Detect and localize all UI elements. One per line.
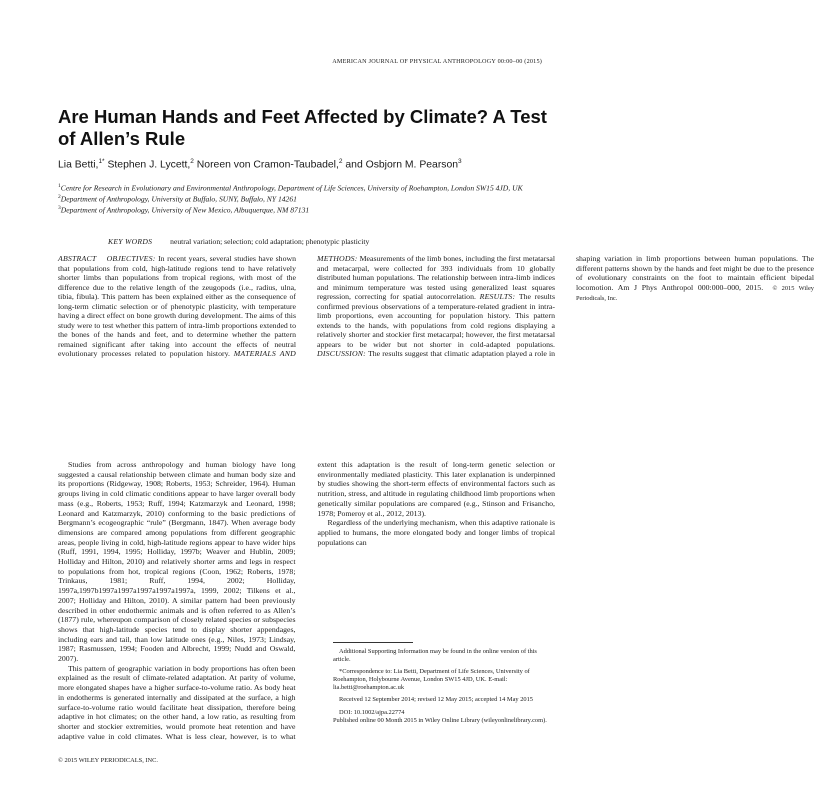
footnote: *Correspondence to: Lia Betti, Department of Life Sciences, University of Roehampton, Holybourne Avenue, London SW15 4JD, UK. E-mail: lia.betti@roehampton.ac.uk xyxy=(333,668,530,692)
affiliation: $^1$Centre for Research in Evolutionary and Environmental Anthropology, Department of Life Sciences, University of Roehampton, London SW15 4JD, UK xyxy=(58,183,523,193)
affiliation: $^2$Department of Anthropology, University at Buffalo, SUNY, Buffalo, NY 14261 xyxy=(58,194,297,204)
footnote-divider xyxy=(333,642,413,643)
body-paragraph: Regardless of the underlying mechanism, when this adaptive rationale is applied to humans, the more elongated body and longer limbs of tropical populations can xyxy=(317,518,555,547)
affiliation: $^3$Department of Anthropology, University of New Mexico, Albuquerque, NM 87131 xyxy=(58,205,310,215)
author-name: Stephen J. Lycett, xyxy=(107,159,191,171)
author-list xyxy=(58,158,548,170)
discussion-heading: DISCUSSION: xyxy=(317,349,366,359)
results-text: The results confirmed previous observations of a temperature-related gradient in intra-limb proportions, even accounting for population history. This pattern extends to the hands, with populations from cold regions displaying a relatively shorter and stockier first metacarpal; however, the first metatarsal appears to be wider but not shorter in cold-adapted populations. xyxy=(317,292,555,349)
affiliations xyxy=(58,182,558,215)
footnotes xyxy=(333,642,555,729)
body-paragraph: Studies from across anthropology and human biology have long suggested a causal relationship between climate and human body size and its proportions (Ridgeway, 1908; Roberts, 1953; Schreider, 1964). Human groups living in cold climatic conditions appear to have larger overall body mass (e.g., Roberts, 1953; Ruff, 1994; Katzmarzyk and Leonard, 1998; Leonard and Katzmarzyk, 2010) conforming to the basic predictions of Bergmann’s ecogeographic “rule” (Bergmann, 1847). When average body dimensions are compared among populations from different geographic areas, people living in cold, high-latitude regions appear to have wider hips (Ruff, 1991, 1994, 1995; Holliday, 1997b; Weaver and Hublin, 2009; Holliday and Hilton, 2010) and relatively shorter arms and legs in respect to populations from hot, tropical regions (Coon, 1962; Roberts, 1978; Trinkaus, 1981; Ruff, 1994, 2002; Holliday, 1997a,1997b1997a1997a1997a1997a1997a, 1999, 2002; Tilkens et al., 2007; Holliday and Hilton, 2010). A similar pattern had been previously described in other endothermic animals and is often referred to as Allen’s (1877) rule, whereupon comparison of closely related species or subspecies shows that high-latitude species tend to display shorter appendages, including ears and tail, than low latitude ones (e.g., Niles, 1973; Lindsay, 1987; Rasmussen, 1994; Fooden and Albrecht, 1999; Nudd and Oswald, 2007). xyxy=(58,460,296,664)
author-affiliation-marker: 2 xyxy=(190,158,194,165)
author-name: Lia Betti, xyxy=(58,159,99,171)
author-affiliation-marker: 2 xyxy=(338,158,343,165)
footnote: DOI: 10.1002/ajpa.22774 Published online 00 Month 2015 in Wiley Online Library (wileyonlinelibrary.com). xyxy=(333,708,547,724)
journal-header: AMERICAN JOURNAL OF PHYSICAL ANTHROPOLOGY 00:00–00 (2015) xyxy=(332,58,542,65)
article-title: Are Human Hands and Feet Affected by Climate? A Test of Allen’s Rule xyxy=(58,106,547,149)
abstract-citation: Am J Phys Anthropol 000:000–000, 2015. xyxy=(617,282,764,292)
author-affiliation-marker: 1* xyxy=(98,158,105,165)
author-name: and Osbjorn M. Pearson xyxy=(345,159,459,171)
abstract xyxy=(58,254,814,364)
objectives-text: In recent years, several studies have shown that populations from cold, high-latitude regions tend to have relatively shorter limbs than populations from tropical regions, with most of the difference due to the relative length of the zeugopods (i.e., radius, ulna, tibia, fibula). This pattern has been explained either as the consequence of long-term climatic selection or of phenotypic plasticity, with temperature having a direct effect on bone growth during development. The aims of this study were to test whether this pattern of intra-limb proportions extended to the bones of the hands and feet, and to determine whether the pattern remained significant after taking into account the effects of neutral evolutionary processes related to population history. xyxy=(58,254,297,359)
author-affiliation-marker: 3 xyxy=(458,158,462,165)
methods-heading: MATERIALS AND METHODS: xyxy=(233,254,358,359)
keywords xyxy=(108,237,369,246)
objectives-heading: OBJECTIVES: xyxy=(106,254,156,263)
discussion-text: The results suggest that climatic adaptation played a role in shaping variation in limb proportions between human populations. The different patterns shown by the hands and feet might be due to the presence of evolutionary constraints on the foot to maintain efficient bipedal locomotion. xyxy=(368,254,814,359)
methods-text: Measurements of the limb bones, including the first metatarsal and metacarpal, were collected for 393 individuals from 10 globally distributed human populations. The relationship between intra-limb indices and minimum temperature was tested using generalized least squares regression, correcting for spatial autocorrelation. xyxy=(317,254,556,302)
results-heading: RESULTS: xyxy=(479,292,516,302)
keywords-label: KEY WORDS xyxy=(108,237,153,246)
footnote: Received 12 September 2014; revised 12 May 2015; accepted 14 May 2015 xyxy=(339,696,533,704)
abstract-copyright: © 2015 Wiley Periodicals, Inc. xyxy=(576,284,814,303)
abstract-label: ABSTRACT xyxy=(58,254,97,263)
page-footer: © 2015 WILEY PERIODICALS, INC. xyxy=(58,757,158,764)
keywords-text: neutral variation; selection; cold adaptation; phenotypic plasticity xyxy=(170,237,370,246)
footnote: Additional Supporting Information may be found in the online version of this article. xyxy=(333,648,537,664)
author-name: Noreen von Cramon-Taubadel, xyxy=(196,159,339,171)
body-paragraph: This pattern of geographic variation in body proportions has often been explained as the result of climate-related adaptation. At parity of volume, more elongated shapes have a higher surface-to-volume ratio. As body heat in endotherms is generated internally and dissipated at the surface, a high surface-to-volume ratio would facilitate heat dissipation, therefore being adaptive in hot climates; on the other hand, a low ratio, as resulting from shorter and stockier extremities, would promote heat retention and have adaptive value in cold climates. What is less clear, however, is to what extent this adaptation is the result of long-term genetic selection or environmentally mediated plasticity. This later explanation is underpinned by studies showing the short-term effects of environmental factors such as nutrition, stress, and altitude in regulating childhood limb proportions when genetically similar populations are compared (e.g., Stinson and Frisancho, 1978; Pomeroy et al., 2012, 2013). xyxy=(58,460,555,741)
